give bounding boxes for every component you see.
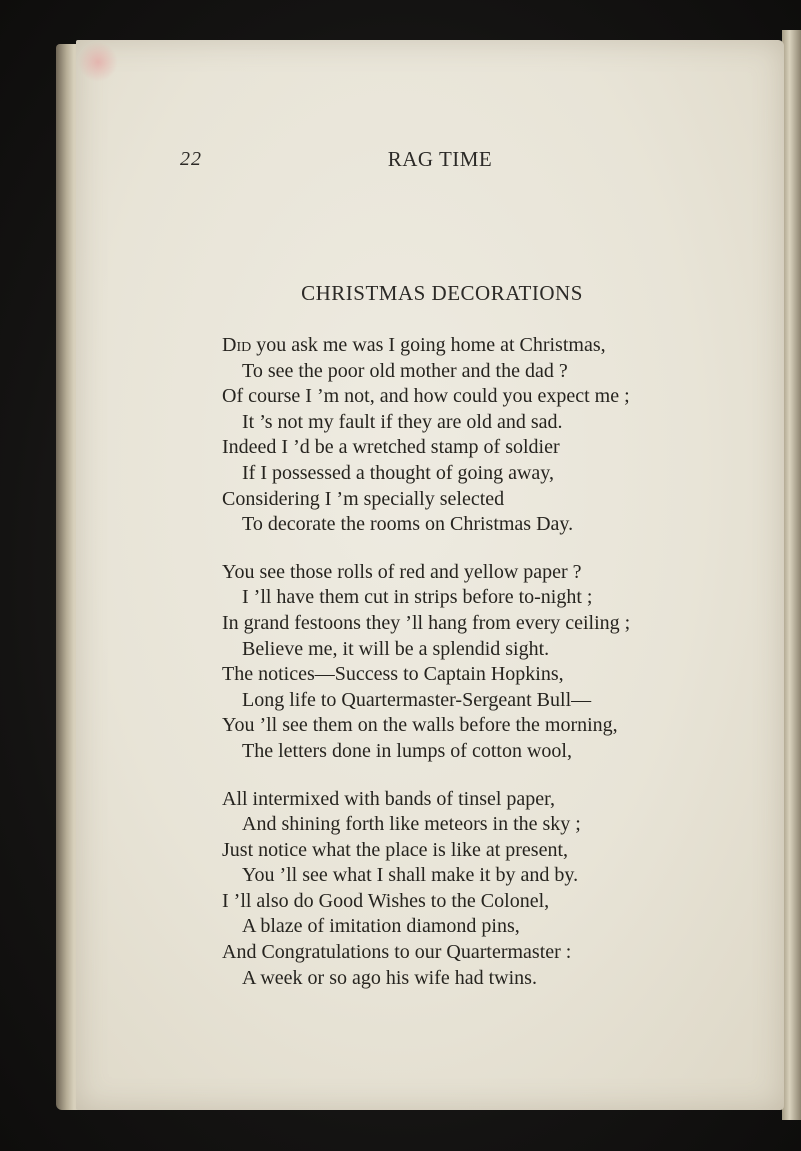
poem-line: And Congratulations to our Quartermaster : (222, 941, 572, 964)
poem-line: To see the poor old mother and the dad ? (242, 359, 568, 382)
poem-line: Considering I ’m specially selected (222, 487, 505, 510)
poem-line: I ’ll also do Good Wishes to the Colonel, (222, 889, 550, 912)
line-text: you ask me was I going home at Christmas, (251, 334, 606, 356)
poem-line: I ’ll have them cut in strips before to-night ; (242, 586, 593, 609)
poem-body (222, 333, 692, 1013)
poem-line: Long life to Quartermaster-Sergeant Bull— (242, 688, 592, 711)
poem-line (222, 333, 692, 359)
poem-title: CHRISTMAS DECORATIONS (301, 281, 583, 305)
poem-line: If I possessed a thought of going away, (242, 461, 554, 484)
poem-line: A blaze of imitation diamond pins, (242, 915, 520, 938)
poem-line: Of course I ’m not, and how could you expect me ; (222, 385, 630, 408)
poem-line: To decorate the rooms on Christmas Day. (242, 513, 574, 536)
poem-line: And shining forth like meteors in the sky ; (242, 813, 581, 836)
poem-line: Believe me, it will be a splendid sight. (242, 637, 550, 660)
book-title: RAG TIME (387, 147, 493, 171)
poem-line: You see those rolls of red and yellow paper ? (222, 560, 582, 583)
drop-word: Did (222, 334, 252, 356)
poem-line: You ’ll see them on the walls before the morning, (222, 714, 618, 737)
stanza-1 (222, 333, 692, 538)
poem-line: The notices—Success to Captain Hopkins, (222, 663, 564, 686)
poem-line: All intermixed with bands of tinsel paper, (222, 787, 556, 810)
stanza-3 (222, 787, 692, 992)
poem-line: In grand festoons they ’ll hang from every ceiling ; (222, 611, 631, 634)
page-number: 22 (180, 148, 202, 170)
poem-line: The letters done in lumps of cotton wool, (242, 739, 572, 762)
poem-line: Indeed I ’d be a wretched stamp of soldier (222, 436, 560, 459)
poem-line: Just notice what the place is like at present, (222, 838, 569, 861)
poem-line: It ’s not my fault if they are old and sad. (242, 410, 563, 433)
poem-line: A week or so ago his wife had twins. (242, 966, 537, 989)
poem-line: You ’ll see what I shall make it by and by. (242, 864, 579, 887)
stanza-2 (222, 560, 692, 765)
